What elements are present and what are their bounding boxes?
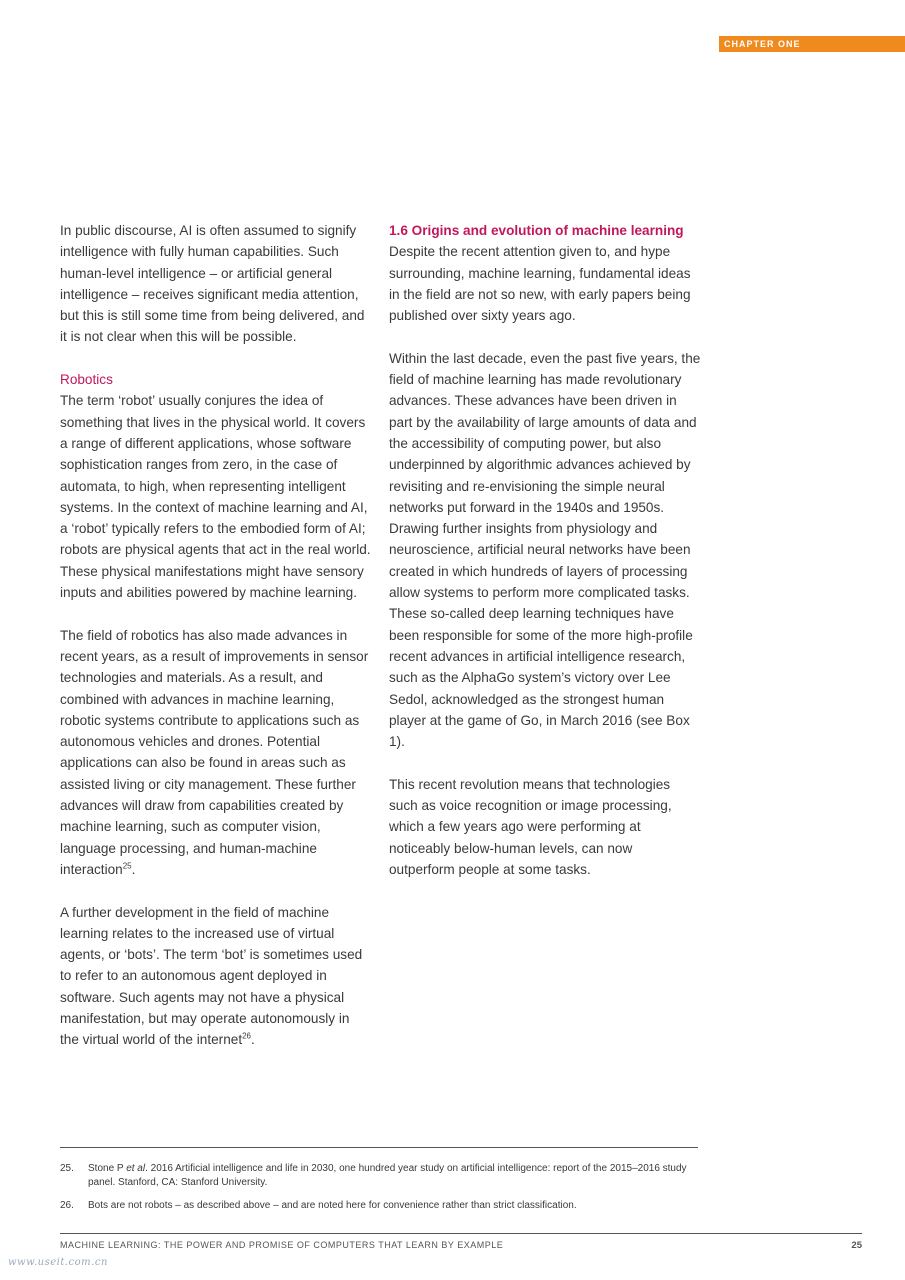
footnote-ref-25[interactable]: 25 (122, 861, 132, 871)
footnote-text-part: Stone P (88, 1163, 127, 1174)
body-paragraph (60, 625, 372, 881)
page-number: 25 (851, 1240, 862, 1251)
footnote-divider (60, 1147, 698, 1148)
footnote-text-part: . 2016 Artificial intelligence and life in 2030, one hundred year study on artificial intelligence: report of the 2015–2016 study panel. Stanford, CA: Stanford University. (88, 1163, 687, 1188)
body-paragraph (60, 902, 372, 1051)
footnote-italic: et al (126, 1163, 146, 1174)
subheading-robotics: Robotics (60, 372, 113, 388)
body-paragraph: Despite the recent attention given to, and hype surrounding, machine learning, fundamental ideas in the field are not so new, with early papers being published over sixty years ago. (389, 244, 691, 324)
footnote-text: Bots are not robots – as described above – and are noted here for convenience rather than strict classification. (88, 1200, 577, 1211)
paragraph-text: The field of robotics has also made advances in recent years, as a result of improvements in sensor technologies and materials. As a result, and combined with advances in machine learning, robotic systems contribute to applications such as autonomous vehicles and drones. Potential applications can also be found in areas such as assisted living or city management. These further advances will draw from capabilities created by machine learning, such as computer vision, language processing, and human-machine interaction (60, 627, 369, 877)
footnotes (60, 1162, 698, 1222)
chapter-tab: CHAPTER ONE (719, 36, 905, 52)
footnote-number: 25. (60, 1163, 74, 1174)
running-footer: MACHINE LEARNING: THE POWER AND PROMISE OF COMPUTERS THAT LEARN BY EXAMPLE (60, 1240, 504, 1250)
footnote-ref-26[interactable]: 26 (242, 1031, 252, 1041)
footnote-26 (60, 1199, 698, 1213)
paragraph-end: . (131, 861, 136, 877)
body-paragraph: The term ‘robot’ usually conjures the idea of something that lives in the physical world. It covers a range of different applications, whose software sophistication ranges from zero, in the case of automata, to high, when representing intelligent systems. In the context of machine learning and AI, a ‘robot’ typically refers to the embodied form of AI; robots are physical agents that act in the real world. These physical manifestations might have sensory inputs and abilities powered by machine learning. (60, 393, 371, 601)
watermark: www.useit.com.cn (8, 1257, 108, 1268)
paragraph-end: . (251, 1032, 255, 1048)
footer-divider (60, 1233, 862, 1234)
body-paragraph: In public discourse, AI is often assumed to signify intelligence with fully human capabilities. Such human-level intelligence – or artificial general intelligence – receives significant media attention, but this is still some time from being delivered, and it is not clear when this will be possible. (60, 223, 365, 345)
footnote-number: 26. (60, 1200, 74, 1211)
body-paragraph: Within the last decade, even the past five years, the field of machine learning has made revolutionary advances. These advances have been driven in part by the availability of large amounts of data and the accessibility of computing power, but also underpinned by algorithmic advances achieved by revisiting and re-envisioning the simple neural networks put forward in the 1940s and 1950s. Drawing further insights from physiology and neuroscience, artificial neural networks have been created in which hundreds of layers of processing allow systems to perform more complicated tasks. These so-called deep learning techniques have been responsible for some of the more high-profile recent advances in artificial intelligence research, such as the AlphaGo system’s victory over Lee Sedol, acknowledged as the strongest human player at the game of Go, in March 2016 (see Box 1). (389, 350, 701, 750)
left-column (60, 220, 372, 1072)
footnote-25 (60, 1162, 698, 1190)
section-heading: 1.6 Origins and evolution of machine learning (389, 223, 684, 238)
body-paragraph: This recent revolution means that technologies such as voice recognition or image processing, which a few years ago were performing at noticeably below-human levels, can now outperform people at some tasks. (389, 776, 672, 877)
paragraph-text: A further development in the field of machine learning relates to the increased use of virtual agents, or ‘bots’. The term ‘bot’ is sometimes used to refer to an autonomous agent deployed in software. Such agents may not have a physical manifestation, but may operate autonomously in the virtual world of the internet (60, 904, 363, 1048)
footnote-text (88, 1162, 698, 1190)
right-column (389, 220, 701, 902)
